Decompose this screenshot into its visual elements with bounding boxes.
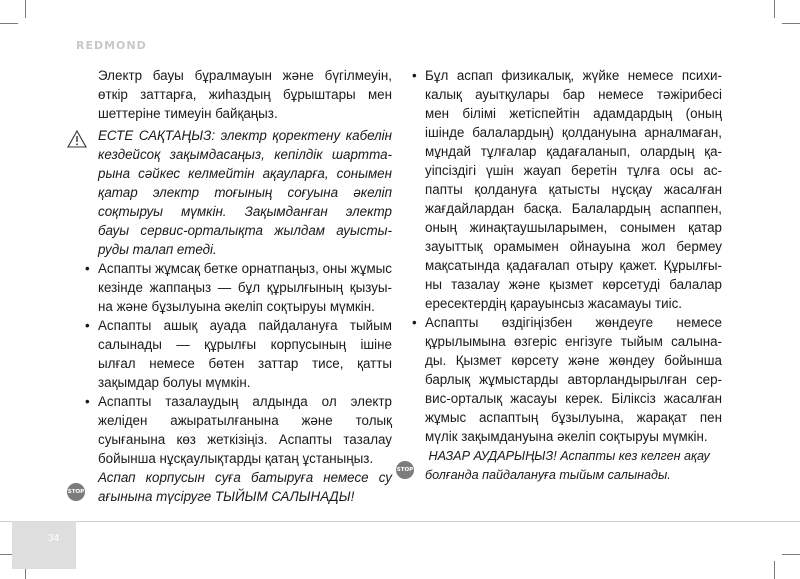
left-column xyxy=(85,66,392,506)
warning-triangle-icon xyxy=(67,130,87,148)
list-item: • Бұл аспап физикалық, жүйке немесе психи- калық ауытқулары бар немесе тәжірибесі мен білімі жетіспейтін адамдардың (оның ішінде балалардың) қолдануына арналмаған, мұндай тұлғалар қадағаланып, олардың қа- уіпсіздігі үшін жауап беретін тұлға осы ас- папты қолдануға қатысты нұсқау жасалған жағдайлардан басқа. Балалардың аспаппен, оның жинақтаушыларымен, сонымен қатар зауыттық орамымен ойнауына жол бермеу мақсатында қадағалап отыру қажет. Құрылғы- ны тазалау және қызмет көрсетуді балалар ересектердің қарауынсыз жасамауы тиіс. xyxy=(412,68,722,311)
stop-icon: STOP xyxy=(396,461,414,479)
page-number: 34 xyxy=(48,533,60,544)
right-column xyxy=(411,66,722,485)
warning-paragraph: ЕСТЕ САҚТАҢЫЗ: электр қоректену кабелін кездейсоқ зақымдасаңыз, кепілдік шартта- рына сәйкес келмейтін ақауларға, сонымен қатар электр тоғының соғуына әкеліп соқтыруы мүмкін. Зақымданған электр бауы сервис-орталықта жылдам ауысты- руды талап етеді. xyxy=(98,128,392,257)
crop-mark xyxy=(0,23,18,24)
footer-divider xyxy=(0,521,800,522)
crop-mark xyxy=(782,554,800,555)
stop-icon: STOP xyxy=(67,483,85,501)
list-item: • Аспапты ашық ауада пайдалануға тыйым салынады — құрылғы корпусының ішіне ылғал немесе бөтен заттар тисе, қатты зақымдар болуы мүмкін. xyxy=(85,318,392,390)
list-item: • Аспапты өздігіңізбен жөндеуге немесе құрылымына өзгеріс енгізуге тыйым салына- ды. Қызмет көрсету және жөндеу бойынша барлық жұмыстарды авторландырылған сер- вис-орталық жасауы керек. Біліксіз жасалған жұмыс аспаптың бұзылуына, жарақат пен мүлік зақымдануына әкеліп соқтыруы мүмкін. xyxy=(412,315,722,444)
crop-mark xyxy=(25,0,26,18)
brand-logo: REDMOND xyxy=(76,39,147,52)
intro-paragraph: Электр бауы бұралмауын және бүгілмеуін, өткір заттарға, жиһаздың бұрыштары мен шеттеріне тимеуін байқаңыз. xyxy=(98,68,392,121)
crop-mark xyxy=(774,0,775,18)
crop-mark xyxy=(774,561,775,579)
stop-warning-text: НАЗАР АУДАРЫҢЫЗ! Аспапты кез келген ақау болғанда пайдалануға тыйым салынады. xyxy=(425,449,710,482)
list-item: • Аспапты жұмсақ бетке орнатпаңыз, оны жұмыс кезінде жаппаңыз — бұл құрылғының қызуы- на және бұзылуына әкеліп соқтыруы мүмкін. xyxy=(85,261,392,314)
list-item: • Аспапты тазалаудың алдында ол электр желіден ажыратылғанына және толық суығанына көз жеткізіңіз. Аспапты тазалау бойынша нұсқаулықтарды қатаң ұстаныңыз. xyxy=(85,394,392,466)
crop-mark xyxy=(782,23,800,24)
page-number-box xyxy=(12,521,76,569)
stop-warning-text: Аспап корпусын суға батыруға немесе су ағынына түсіруге ТЫЙЫМ САЛЫНАДЫ! xyxy=(98,470,392,504)
